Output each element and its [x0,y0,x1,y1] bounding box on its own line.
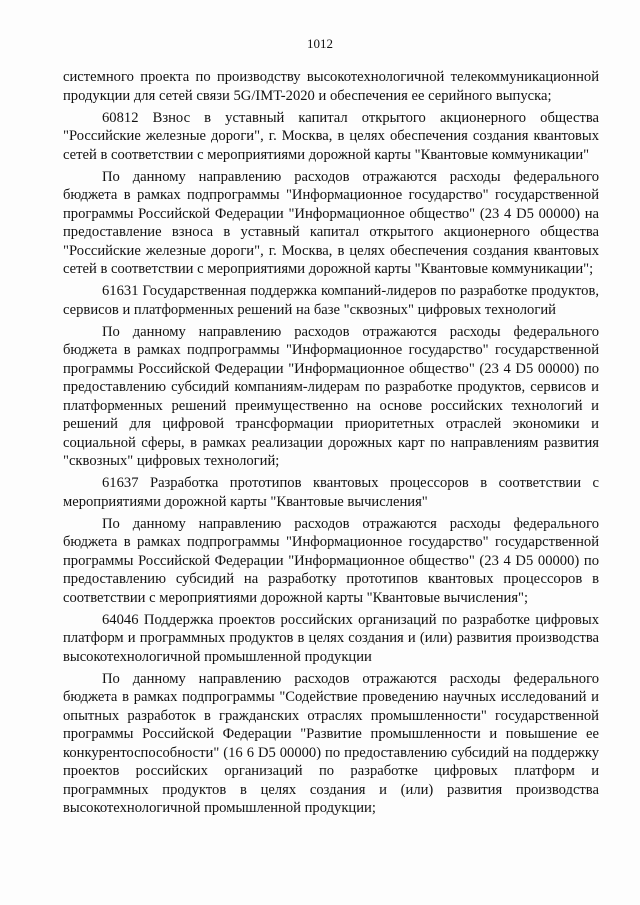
paragraph-61631-heading: 61631 Государственная поддержка компаний-лидеров по разработке продуктов, сервисов и платформенных решений на базе "сквозных" цифровых технологий [63,283,599,318]
paragraph-60812-description: По данному направлению расходов отражаются расходы федерального бюджета в рамках подпрограммы "Информационное государство" государственной программы Российской Федерации "Информационное общество" (23 4 D5 00000) на предоставление взноса в уставный капитал открытого акционерного общества "Российские железные дороги", г. Москва, в целях обеспечения создания квантовых сетей в соответствии с мероприятиями дорожной карты "Квантовые коммуникации"; [63,168,599,277]
paragraph-60812-heading: 60812 Взнос в уставный капитал открытого акционерного общества "Российские железные дороги", г. Москва, в целях обеспечения создания квантовых сетей в соответствии с мероприятиями дорожной карты "Квантовые коммуникации" [63,109,599,163]
paragraph-61631-description: По данному направлению расходов отражаются расходы федерального бюджета в рамках подпрограммы "Информационное государство" государственной программы Российской Федерации "Информационное общество" (23 4 D5 00000) по предоставлению субсидий компаниям-лидерам по разработке продуктов, сервисов и платформенных решений преимущественно на основе российских технологий и решений для цифровой трансформации приоритетных отраслей экономики и социальной сферы, в рамках реализации дорожных карт по направлениям развития "сквозных" цифровых технологий; [63,323,599,469]
paragraph-61637-description: По данному направлению расходов отражаются расходы федерального бюджета в рамках подпрограммы "Информационное государство" государственной программы Российской Федерации "Информационное общество" (23 4 D5 00000) по предоставлению субсидий на разработку прототипов квантовых процессоров в соответствии с мероприятиями дорожной карты "Квантовые вычисления"; [63,515,599,606]
paragraph-61637-heading: 61637 Разработка прототипов квантовых процессоров в соответствии с мероприятиями дорожной карты "Квантовые вычисления" [63,475,599,510]
paragraph-64046-description: По данному направлению расходов отражаются расходы федерального бюджета в рамках подпрограммы "Содействие проведению научных исследований и опытных разработок в гражданских отраслях промышленности" государственной программы Российской Федерации "Развитие промышленности и повышение ее конкурентоспособности" (16 6 D5 00000) по предоставлению субсидий на поддержку проектов российских организаций по разработке цифровых платформ и программных продуктов в целях создания и (или) развития производства высокотехнологичной промышленной продукции; [63,670,599,816]
page-number: 1012 [307,36,333,51]
document-body [63,68,599,818]
paragraph-64046-heading: 64046 Поддержка проектов российских организаций по разработке цифровых платформ и программных продуктов в целях создания и (или) развития производства высокотехнологичной промышленной продукции [63,611,599,665]
paragraph-continuation: системного проекта по производству высокотехнологичной телекоммуникационной продукции для сетей связи 5G/IMT-2020 и обеспечения ее серийного выпуска; [63,69,599,104]
